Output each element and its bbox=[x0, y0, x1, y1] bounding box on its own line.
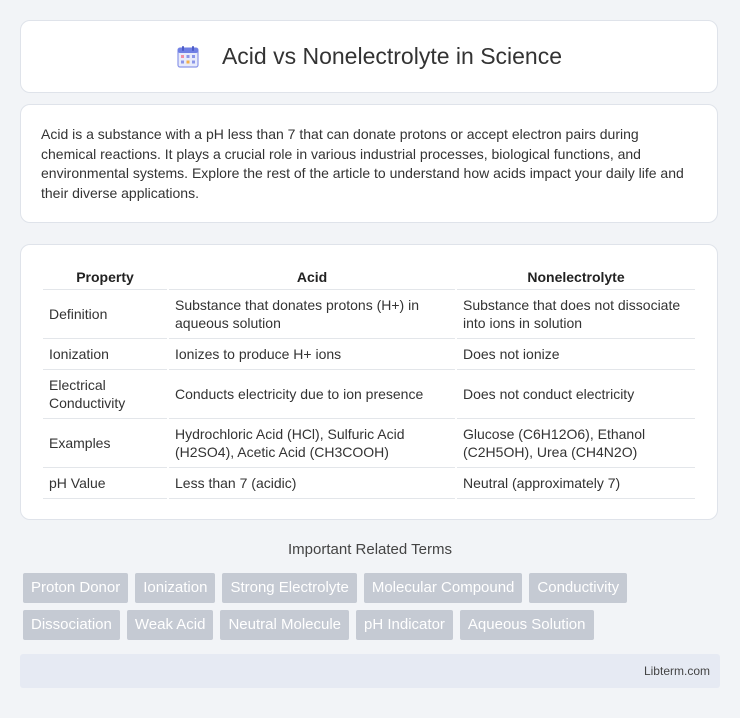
footer bbox=[20, 654, 720, 688]
row-nonelectrolyte-value: Glucose (C6H12O6), Ethanol (C2H5OH), Urea (CH4N2O) bbox=[457, 419, 695, 468]
row-property: Definition bbox=[43, 290, 167, 339]
intro-card bbox=[20, 104, 718, 223]
table-row bbox=[43, 370, 695, 419]
row-acid-value: Conducts electricity due to ion presence bbox=[169, 370, 455, 419]
tag-strong-electrolyte[interactable]: Strong Electrolyte bbox=[222, 573, 356, 603]
row-property: Examples bbox=[43, 419, 167, 468]
intro-text: Acid is a substance with a pH less than 7 that can donate protons or accept electron pairs during chemical reactions. It plays a crucial role in various industrial processes, biological functions, and environmental systems. Explore the rest of the article to understand how acids impact your daily life and their diverse applications. bbox=[41, 126, 684, 201]
tag-aqueous-solution[interactable]: Aqueous Solution bbox=[460, 610, 594, 640]
row-nonelectrolyte-value: Does not conduct electricity bbox=[457, 370, 695, 419]
row-nonelectrolyte-value: Substance that does not dissociate into ions in solution bbox=[457, 290, 695, 339]
related-terms-list bbox=[23, 573, 723, 640]
calendar-icon bbox=[176, 45, 200, 69]
column-header-property: Property bbox=[43, 263, 167, 290]
tag-ph-indicator[interactable]: pH Indicator bbox=[356, 610, 453, 640]
row-property: Electrical Conductivity bbox=[43, 370, 167, 419]
row-acid-value: Hydrochloric Acid (HCl), Sulfuric Acid (H2SO4), Acetic Acid (CH3COOH) bbox=[169, 419, 455, 468]
row-acid-value: Ionizes to produce H+ ions bbox=[169, 339, 455, 370]
column-header-nonelectrolyte: Nonelectrolyte bbox=[457, 263, 695, 290]
table-row bbox=[43, 339, 695, 370]
row-property: pH Value bbox=[43, 468, 167, 499]
row-acid-value: Less than 7 (acidic) bbox=[169, 468, 455, 499]
page-title: Acid vs Nonelectrolyte in Science bbox=[221, 43, 563, 69]
tag-dissociation[interactable]: Dissociation bbox=[23, 610, 120, 640]
tag-proton-donor[interactable]: Proton Donor bbox=[23, 573, 128, 603]
table-row bbox=[43, 290, 695, 339]
tag-neutral-molecule[interactable]: Neutral Molecule bbox=[220, 610, 349, 640]
related-terms-title: Important Related Terms bbox=[288, 541, 452, 558]
column-header-acid: Acid bbox=[169, 263, 455, 290]
row-nonelectrolyte-value: Neutral (approximately 7) bbox=[457, 468, 695, 499]
header-card bbox=[20, 20, 718, 93]
row-acid-value: Substance that donates protons (H+) in aqueous solution bbox=[169, 290, 455, 339]
table-row bbox=[43, 419, 695, 468]
comparison-table bbox=[41, 263, 697, 499]
row-property: Ionization bbox=[43, 339, 167, 370]
tag-ionization[interactable]: Ionization bbox=[135, 573, 215, 603]
footer-brand-link[interactable]: Libterm.com bbox=[643, 664, 710, 678]
table-header-row bbox=[43, 263, 695, 290]
tag-conductivity[interactable]: Conductivity bbox=[529, 573, 627, 603]
tag-weak-acid[interactable]: Weak Acid bbox=[127, 610, 214, 640]
table-row bbox=[43, 468, 695, 499]
tag-molecular-compound[interactable]: Molecular Compound bbox=[364, 573, 523, 603]
comparison-card bbox=[20, 244, 718, 520]
row-nonelectrolyte-value: Does not ionize bbox=[457, 339, 695, 370]
